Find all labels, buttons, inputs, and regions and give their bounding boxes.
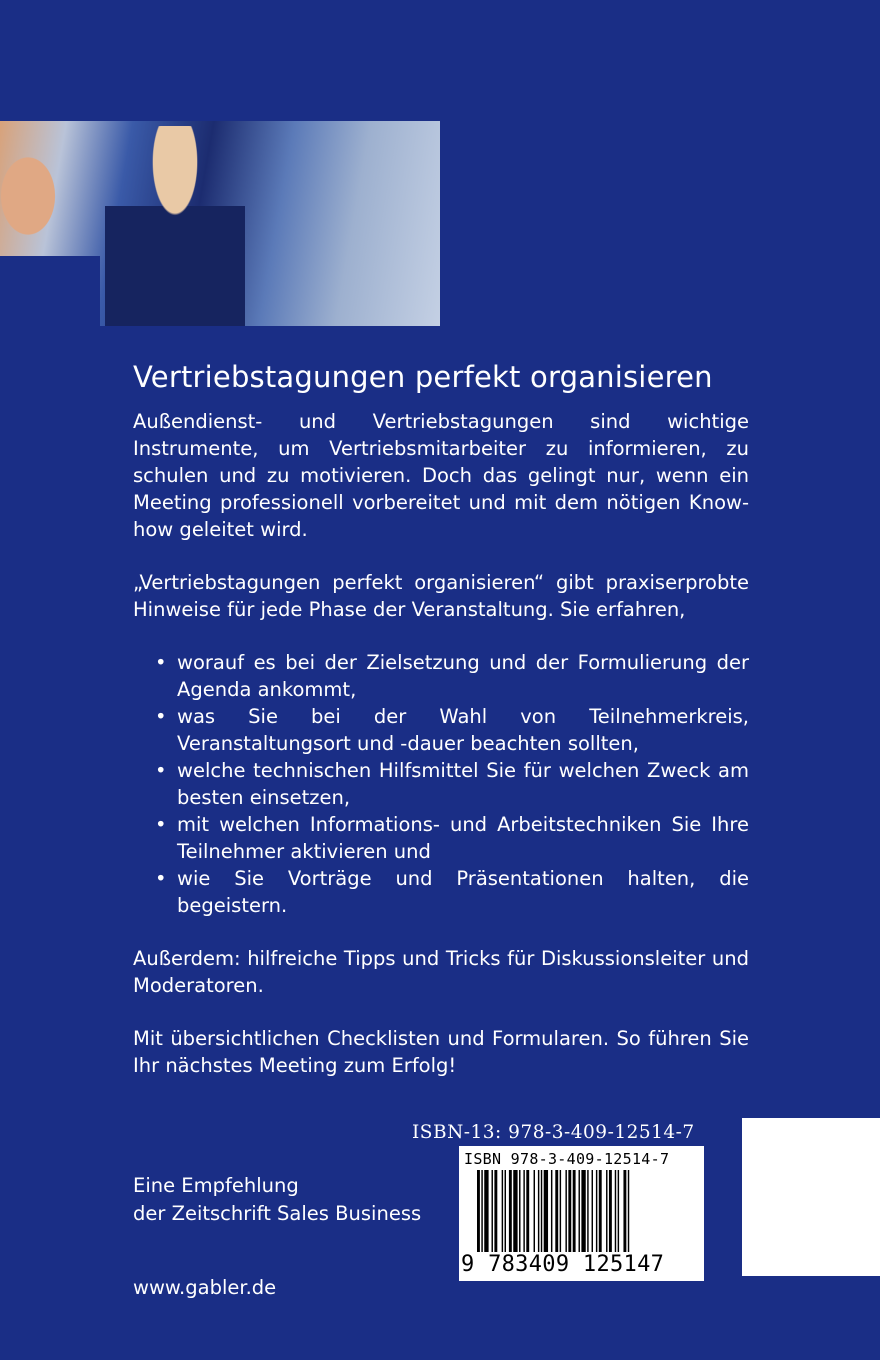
barcode-bar (565, 1170, 566, 1252)
barcode-bar (477, 1170, 480, 1252)
barcode-isbn-label: ISBN 978-3-409-12514-7 (464, 1150, 670, 1168)
photo-corner-block (0, 256, 100, 326)
intro-paragraph: Außendienst- und Vertriebstagungen sind wichtige Instrumente, um Vertriebsmitarbeiter zu informieren, zu schulen und zu motivieren. Doch das gelingt nur, wenn ein Meeting professionell vorbereitet und mit dem nötigen Know-how geleitet wird. (133, 410, 749, 541)
barcode-bar (494, 1170, 497, 1252)
list-item: • worauf es bei der Zielsetzung und der Formulierung der Agenda ankommt, (155, 649, 749, 703)
book-title: Vertriebstagungen perfekt organisieren (133, 360, 713, 394)
barcode (459, 1146, 704, 1281)
list-item: • welche technischen Hilfsmittel Sie für welchen Zweck am besten einsetzen, (155, 757, 749, 811)
recommendation (133, 1172, 421, 1228)
list-item: • mit welchen Informations- und Arbeitstechniken Sie Ihre Teilnehmer aktivieren und (155, 811, 749, 865)
blurb (133, 360, 749, 1105)
price-sticker-area (742, 1118, 880, 1276)
barcode-bar (623, 1170, 626, 1252)
photo-man-figure (105, 126, 245, 326)
barcode-digits: 9 783409 125147 (461, 1252, 665, 1277)
barcode-bar (628, 1170, 629, 1252)
topic-list (133, 649, 749, 919)
barcode-bar (587, 1170, 588, 1252)
barcode-bar (581, 1170, 585, 1252)
barcode-bar (568, 1170, 571, 1252)
barcode-bar (599, 1170, 602, 1252)
barcode-bar (523, 1170, 524, 1252)
barcode-bar (513, 1170, 517, 1252)
barcode-bar (551, 1170, 552, 1252)
barcode-bar (505, 1170, 506, 1252)
barcode-bar (526, 1170, 529, 1252)
recommendation-line-1: Eine Empfehlung (133, 1174, 299, 1197)
barcode-bar (573, 1170, 576, 1252)
barcode-bar (618, 1170, 619, 1252)
barcode-bar (579, 1170, 580, 1252)
barcode-bar (596, 1170, 597, 1252)
barcode-bar (541, 1170, 542, 1252)
barcode-bar (592, 1170, 593, 1252)
photo-hands (0, 136, 70, 256)
barcode-bar (502, 1170, 503, 1252)
barcode-bar (609, 1170, 612, 1252)
barcode-bar (555, 1170, 558, 1252)
list-item: • wie Sie Vorträge und Präsentationen halten, die begeistern. (155, 865, 749, 919)
cover-photo (0, 121, 440, 326)
barcode-bar (509, 1170, 512, 1252)
barcode-bar (544, 1170, 548, 1252)
barcode-bar (606, 1170, 607, 1252)
publisher-url[interactable]: www.gabler.de (133, 1276, 277, 1299)
closing-paragraph: Mit übersichtlichen Checklisten und Formularen. So führen Sie Ihr nächstes Meeting zum Erfolg! (133, 1027, 749, 1077)
barcode-bars (477, 1170, 689, 1252)
barcode-bar (560, 1170, 561, 1252)
barcode-bar (538, 1170, 539, 1252)
barcode-bar (481, 1170, 482, 1252)
barcode-bar (484, 1170, 488, 1252)
extras-paragraph: Außerdem: hilfreiche Tipps und Tricks für Diskussionsleiter und Moderatoren. (133, 947, 749, 997)
barcode-bar (534, 1170, 535, 1252)
overview-paragraph: „Vertriebstagungen perfekt organisieren“ gibt praxiserprobte Hinweise für jede Phase der Veranstaltung. Sie erfahren, (133, 571, 749, 621)
barcode-bar (615, 1170, 616, 1252)
list-item: • was Sie bei der Wahl von Teilnehmerkreis, Veranstaltungsort und -dauer beachten sollten, (155, 703, 749, 757)
barcode-bar (519, 1170, 520, 1252)
isbn-label: ISBN-13: 978-3-409-12514-7 (412, 1122, 695, 1143)
barcode-bar (492, 1170, 493, 1252)
recommendation-line-2: der Zeitschrift Sales Business (133, 1202, 422, 1225)
